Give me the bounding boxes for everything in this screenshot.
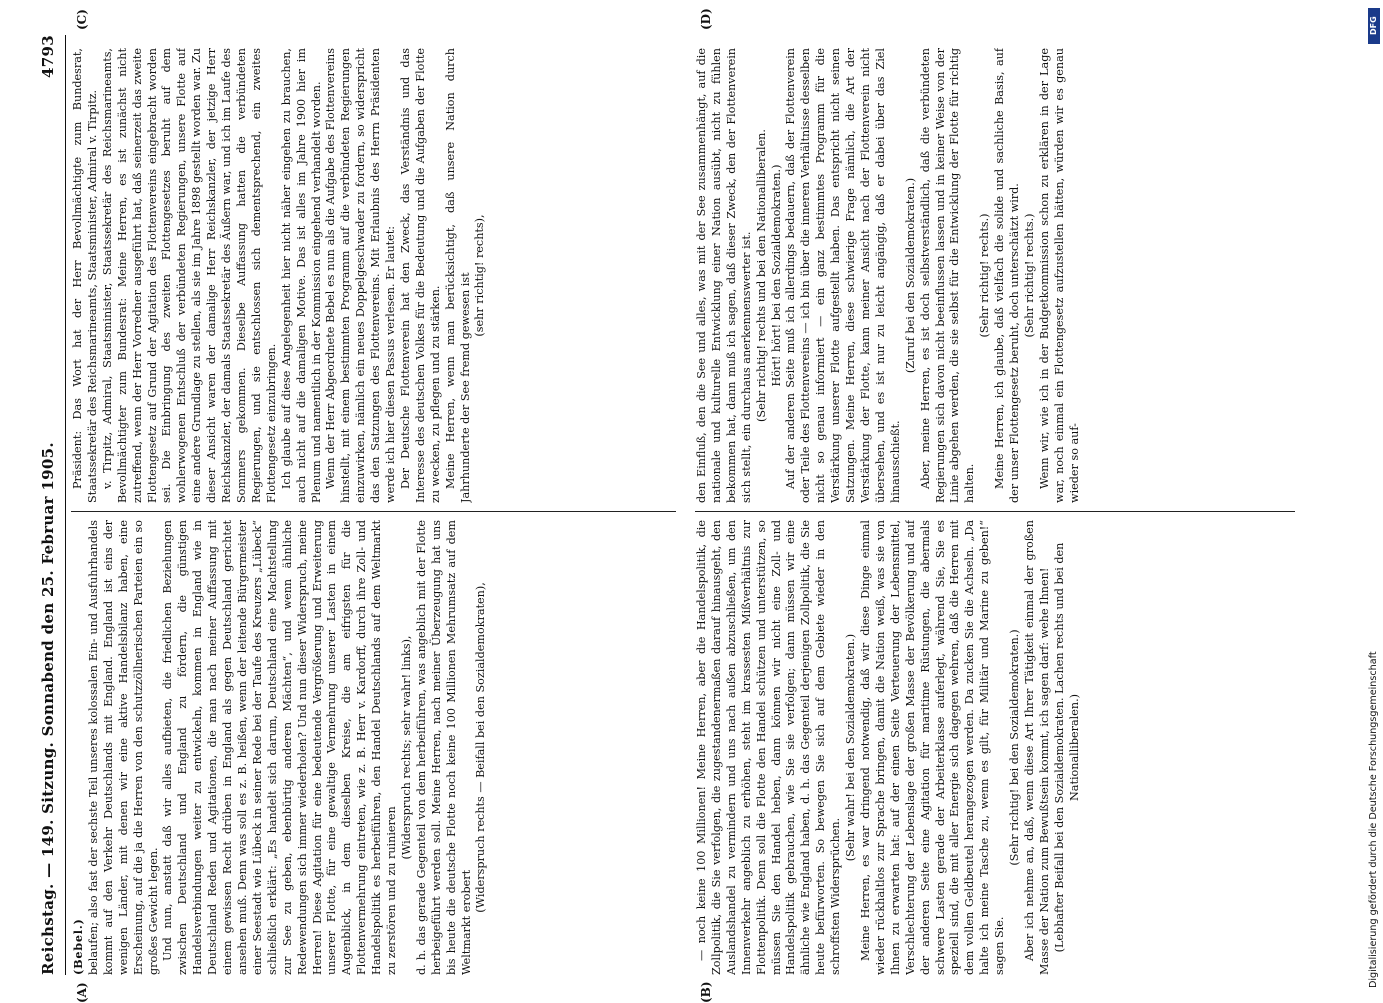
interjection: (Sehr richtig! rechts und bei den Nationalliberalen. (755, 48, 770, 503)
paragraph-tirpitz: v. Tirpitz, Admiral, Staatsminister, Staatssekretär des Reichsmarineamts, Bevollmächtigter zum Bundesrat: Meine Herren, es ist zunächst nicht zutreffend, wenn der Herr Vorredner ausgeführt hat, daß seinerzeit das zweite Flottengesetz auf Grund der Agitation des Flottenvereins eingebracht worden sei. Die Einbringung des zweiten Flottengesetzes beruht auf dem wohlerwogenen Entschluß der verbündeten Regierungen, unsere Flotte auf eine andere Grundlage zu stellen, als sie im Jahre 1898 gestellt worden war. Zu dieser Ansicht waren der damalige Herr Reichskanzler, der jetzige Herr Reichskanzler, der damals Staatssekretär des Äußern war, und ich im Laufe des Sommers gekommen. Dieselbe Auffassung hatten die verbündeten Regierungen, und sie entschlossen sich dementsprechend, ein zweites Flottengesetz einzubringen. (101, 48, 280, 503)
margin-mark-b: (B) (699, 982, 713, 1003)
interjection: (Sehr richtig! rechts.) (1023, 48, 1038, 503)
header-title: Reichstag. — 149. Sitzung. Sonnabend den 25. Februar 1905. (39, 442, 57, 975)
column-divider (695, 511, 1295, 512)
dfg-logo: DFG (1368, 8, 1380, 44)
column-right-bottom (695, 48, 1295, 503)
column-left-top (71, 520, 686, 975)
page-number: 4793 (39, 35, 57, 78)
interjection: Hört! hört! bei den Sozialdemokraten.) (770, 48, 785, 503)
column-right-top (71, 48, 686, 503)
interjection: (Sehr wahr! bei den Sozialdemokraten.) (844, 520, 859, 975)
margin-mark-d: (D) (699, 8, 713, 30)
margin-mark-a: (A) (75, 982, 89, 1003)
rotated-newspaper-page (35, 35, 1355, 975)
digitization-credit: Digitalisierung gefördert durch die Deutsche Forschungsgemeinschaft (1367, 48, 1381, 988)
paragraph: Wenn wir, wie ich in der Budgetkommission schon zu erklären in der Lage war, noch einmal ein Flottengesetz aufzustellen hätten, würden wir es genau wieder so auf- (1038, 48, 1083, 503)
interjection: (Widerspruch rechts; sehr wahr! links), (400, 520, 415, 975)
paragraph: d. h. das gerade Gegenteil von dem herbeiführen, was angeblich mit der Flotte herbeigeführt werden soll. Meine Herren, nach meiner Überzeugung hat uns bis heute die deutsche Flotte noch keine 100 Millionen Mehrumsatz auf dem Weltmarkt erobert (415, 520, 475, 975)
quoted-statute: Der Deutsche Flottenverein hat den Zweck, das Verständnis und das Interesse des deutschen Volkes für die Bedeutung und die Aufgaben der Flotte zu wecken, zu pflegen und zu stärken. (399, 48, 444, 503)
paragraph: Auf der anderen Seite muß ich allerdings bedauern, daß der Flottenverein oder Teile des Flottenvereins — ich bin über die inneren Verhältnisse desselben nicht so genau informiert — ein ganz bestimmtes Programm für die Verstärkung unserer Flotte aufgestellt haben. Das entspricht nicht seinen Satzungen. Meine Herren, diese schwierige Frage nämlich, die Art der Verstärkung der Flotte, kann meiner Ansicht nach der Flottenverein nicht übersehen, und es ist nur zu leicht angängig, daß er dabei über das Ziel hinausschießt. (784, 48, 903, 503)
paragraph: Aber ich nehme an, daß, wenn diese Art Ihrer Tätigkeit einmal der großen Masse der Nation zum Bewußtsein kommt, ich sagen darf: wehe Ihnen! (1023, 520, 1053, 975)
margin-mark-c: (C) (75, 9, 89, 30)
paragraph-president: Präsident: Das Wort hat der Herr Bevollmächtigte zum Bundesrat, Staatssekretär des Reichsmarineamts, Staatsminister, Admiral v. Tirpitz. (71, 48, 101, 503)
paragraph: Und nun, anstatt daß wir alles aufbieten, die friedlichen Beziehungen zwischen Deutschland und England zu fördern, die günstigen Handelsverbindungen weiter zu entwickeln, kommen in England wie in Deutschland Reden und Agitationen, die man nach meiner Auffassung mit einem gewissen Recht drüben in England als gegen Deutschland gerichtet ansehen muß. Denn was soll es z. B. heißen, wenn der leitende Bürgermeister einer Seestadt wie Lübeck in seiner Rede bei der Taufe des Kreuzers „Lübeck“ schließlich erklärt: „Es handelt sich darum, Deutschland eine Machtstellung zur See zu geben, ebenbürtig anderen Mächten“, und wenn ähnliche Redewendungen sich immer wiederholen? Und nun dieser Widerspruch, meine Herren! Diese Agitation für eine bedeutende Vergrößerung und Erweiterung unserer Flotte, für eine gewaltige Vermehrung unserer Lasten in einem Augenblick, in dem dieselben Kreise, die am eifrigsten für die Flottenvermehrung eintreten, wie z. B. Herr v. Kardorff, durch ihre Zoll- und Handelspolitik es herbeiführen, den Handel Deutschlands auf dem Weltmarkt zu zerstören und zu ruinieren (161, 520, 400, 975)
header-rule (65, 35, 66, 975)
column-divider (71, 511, 676, 512)
interjection: (Sehr richtig! rechts.) (978, 48, 993, 503)
interjection: (Widerspruch rechts — Beifall bei den Sozialdemokraten), (474, 520, 489, 975)
interjection: (sehr richtig! rechts), (473, 48, 488, 503)
column-left-bottom (695, 520, 1295, 975)
paragraph: Ich glaube auf diese Angelegenheit hier nicht näher eingehen zu brauchen, auch nicht auf die damaligen Motive. Das ist alles im Jahre 1900 hier im Plenum und namentlich in der Kommission eingehend verhandelt worden. (280, 48, 325, 503)
paragraph: belaufen; also fast der sechste Teil unseres kolossalen Ein- und Ausfuhrhandels kommt auf den Verkehr Deutschlands mit England. England ist eins der wenigen Länder, mit denen wir eine aktive Handelsbilanz haben, eine Erscheinung, auf die ja die Herren von den schutzzöllnerischen Parteien ein so großes Gewicht legen. (87, 520, 162, 975)
paragraph: Aber, meine Herren, es ist doch selbstverständlich, daß die verbündeten Regierungen sich davon nicht beeinflussen lassen und in keiner Weise von der Linie abgehen werden, die sie selbst für die Entwicklung der Flotte für richtig halten. (919, 48, 979, 503)
paragraph: den Einfluß, den die See und alles, was mit der See zusammenhängt, auf die nationale und kulturelle Entwicklung einer Nation ausübt, nicht zu fühlen bekommen hat, dann muß ich sagen, daß dieser Zweck, den der Flottenverein sich stellt, ein durchaus anerkennenswerter ist. (695, 48, 755, 503)
paragraph: Wenn der Herr Abgeordnete Bebel es nun als die Aufgabe des Flottenvereins hinstellt, mit einem bestimmten Programm auf die verbündeten Regierungen einzuwirken, nämlich ein neues Doppelgeschwader zu fordern, so widerspricht das den Satzungen des Flottenvereins. Mit Erlaubnis des Herrn Präsidenten werde ich hier diesen Passus verlesen. Er lautet: (324, 48, 399, 503)
paragraph: Meine Herren, ich glaube, daß vielfach die solide und sachliche Basis, auf der unser Flottengesetz beruht, doch unterschätzt wird. (993, 48, 1023, 503)
interjection: (Sehr richtig! bei den Sozialdemokraten.) (1008, 520, 1023, 975)
interjection: (Lebhafter Beifall bei den Sozialdemokraten. Lachen rechts und bei den Nationalliberalen.) (1053, 520, 1083, 975)
paragraph: Meine Herren, es war dringend notwendig, daß wir diese Dinge einmal wieder rückhaltlos zur Sprache bringen, damit die Nation weiß, was sie von Ihnen zu erwarten hat: auf der einen Seite Verteuerung der Lebensmittel, Verschlechterung der Lebenslage der großen Masse der Bevölkerung und auf der anderen Seite eine Agitation für maritime Rüstungen, die abermals schwere Lasten gerade der Arbeiterklasse auferlegt, während Sie, Sie es speziell sind, die mit aller Energie sich dagegen wehren, daß die Herren mit dem vollen Geldbeutel herangezogen werden. Da zucken Sie die Achseln. „Da halte ich meine Tasche zu, wenn es gilt, für Militär und Marine zu geben!“ sagen Sie. (859, 520, 1008, 975)
paragraph: — noch keine 100 Millionen! Meine Herren, aber die Handelspolitik, die Zollpolitik, die Sie verfolgen, die zugestandenermaßen darauf hinausgeht, den Auslandshandel zu vermindern und uns nach außen abzuschließen, um den Innenverkehr angeblich zu erhöhen, steht im krassesten Mißverhältnis zur Flottenpolitik. Denn soll die Flotte den Handel schützen und unterstützen, so müssen Sie den Handel heben, dann können wir nicht eine Zoll- und Handelspolitik gebrauchen, wie Sie sie verfolgen; dann müssen wir eine ähnliche wie England haben, d. h. das Gegenteil derjenigen Zollpolitik, die Sie heute befürworten. So bewegen Sie sich auf dem Gebiete wieder in den schroffsten Widersprüchen. (695, 520, 844, 975)
speaker-bebel: (Bebel.) (71, 918, 85, 975)
running-header (35, 35, 67, 975)
speaker-head (71, 520, 87, 975)
paragraph: Meine Herren, wenn man berücksichtigt, daß unsere Nation durch Jahrhunderte der See fremd gewesen ist (444, 48, 474, 503)
interjection: (Zuruf bei den Sozialdemokraten.) (904, 48, 919, 503)
